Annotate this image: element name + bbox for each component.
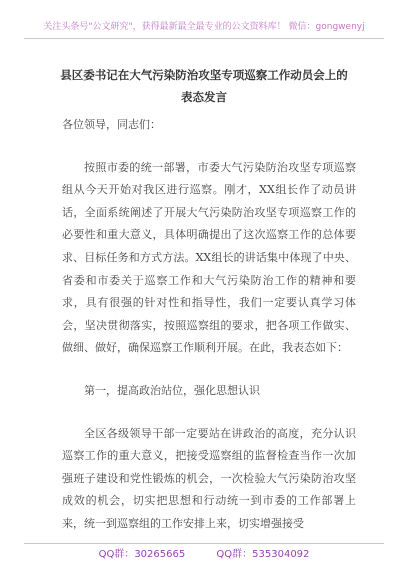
footer-qq-group-2: QQ群：535304092 [216, 549, 310, 560]
paragraph-2: 全区各级领导干部一定要站在讲政治的高度，充分认识巡察工作的重大意义，把接受巡察组的监督检查当作一次加强班子建设和党性锻炼的机会，一次检验大气污染防治攻坚成效的机会，切实把思想和行动统一到市委的工作部署上来，统一到巡察组的工作安排上来，切实增强接受 [62, 426, 356, 530]
paragraph-1: 按照市委的统一部署，市委大气污染防治攻坚专项巡察组从今天开始对我区进行巡察。刚才，XX组长作了动员讲话，全面系统阐述了开展大气污染防治攻坚专项巡察工作的必要性和重大意义，具体明确提出了这次巡察工作的总体要求、目标任务和方式方法。XX组长的讲话集中体现了中央、省委和市委关于巡察工作和大气污染防治工作的精神和要求，具有很强的针对性和指导性，我们一定要认真学习体会，坚决贯彻落实，按照巡察组的要求，把各项工作做实、做细、做好，确保巡察工作顺利开展。在此，我表态如下： [62, 160, 356, 355]
header-promo-text: 关注头条号"公文研究"，获得最新最全最专业的公文资料库！ 微信：gongwenyj [43, 22, 365, 32]
title-line-1: 县区委书记在大气污染防治攻坚专项巡察工作动员会上的 [60, 68, 348, 82]
page-footer [24, 543, 384, 566]
document-body [62, 114, 356, 536]
title-line-2: 表态发言 [181, 90, 227, 104]
section-heading-1: 第一，提高政治站位，强化思想认识 [84, 383, 260, 397]
document-title [40, 64, 368, 108]
salutation: 各位领导，同志们： [62, 118, 161, 131]
footer-qq-group-1: QQ群：30265665 [98, 549, 186, 560]
page-header [24, 14, 384, 39]
